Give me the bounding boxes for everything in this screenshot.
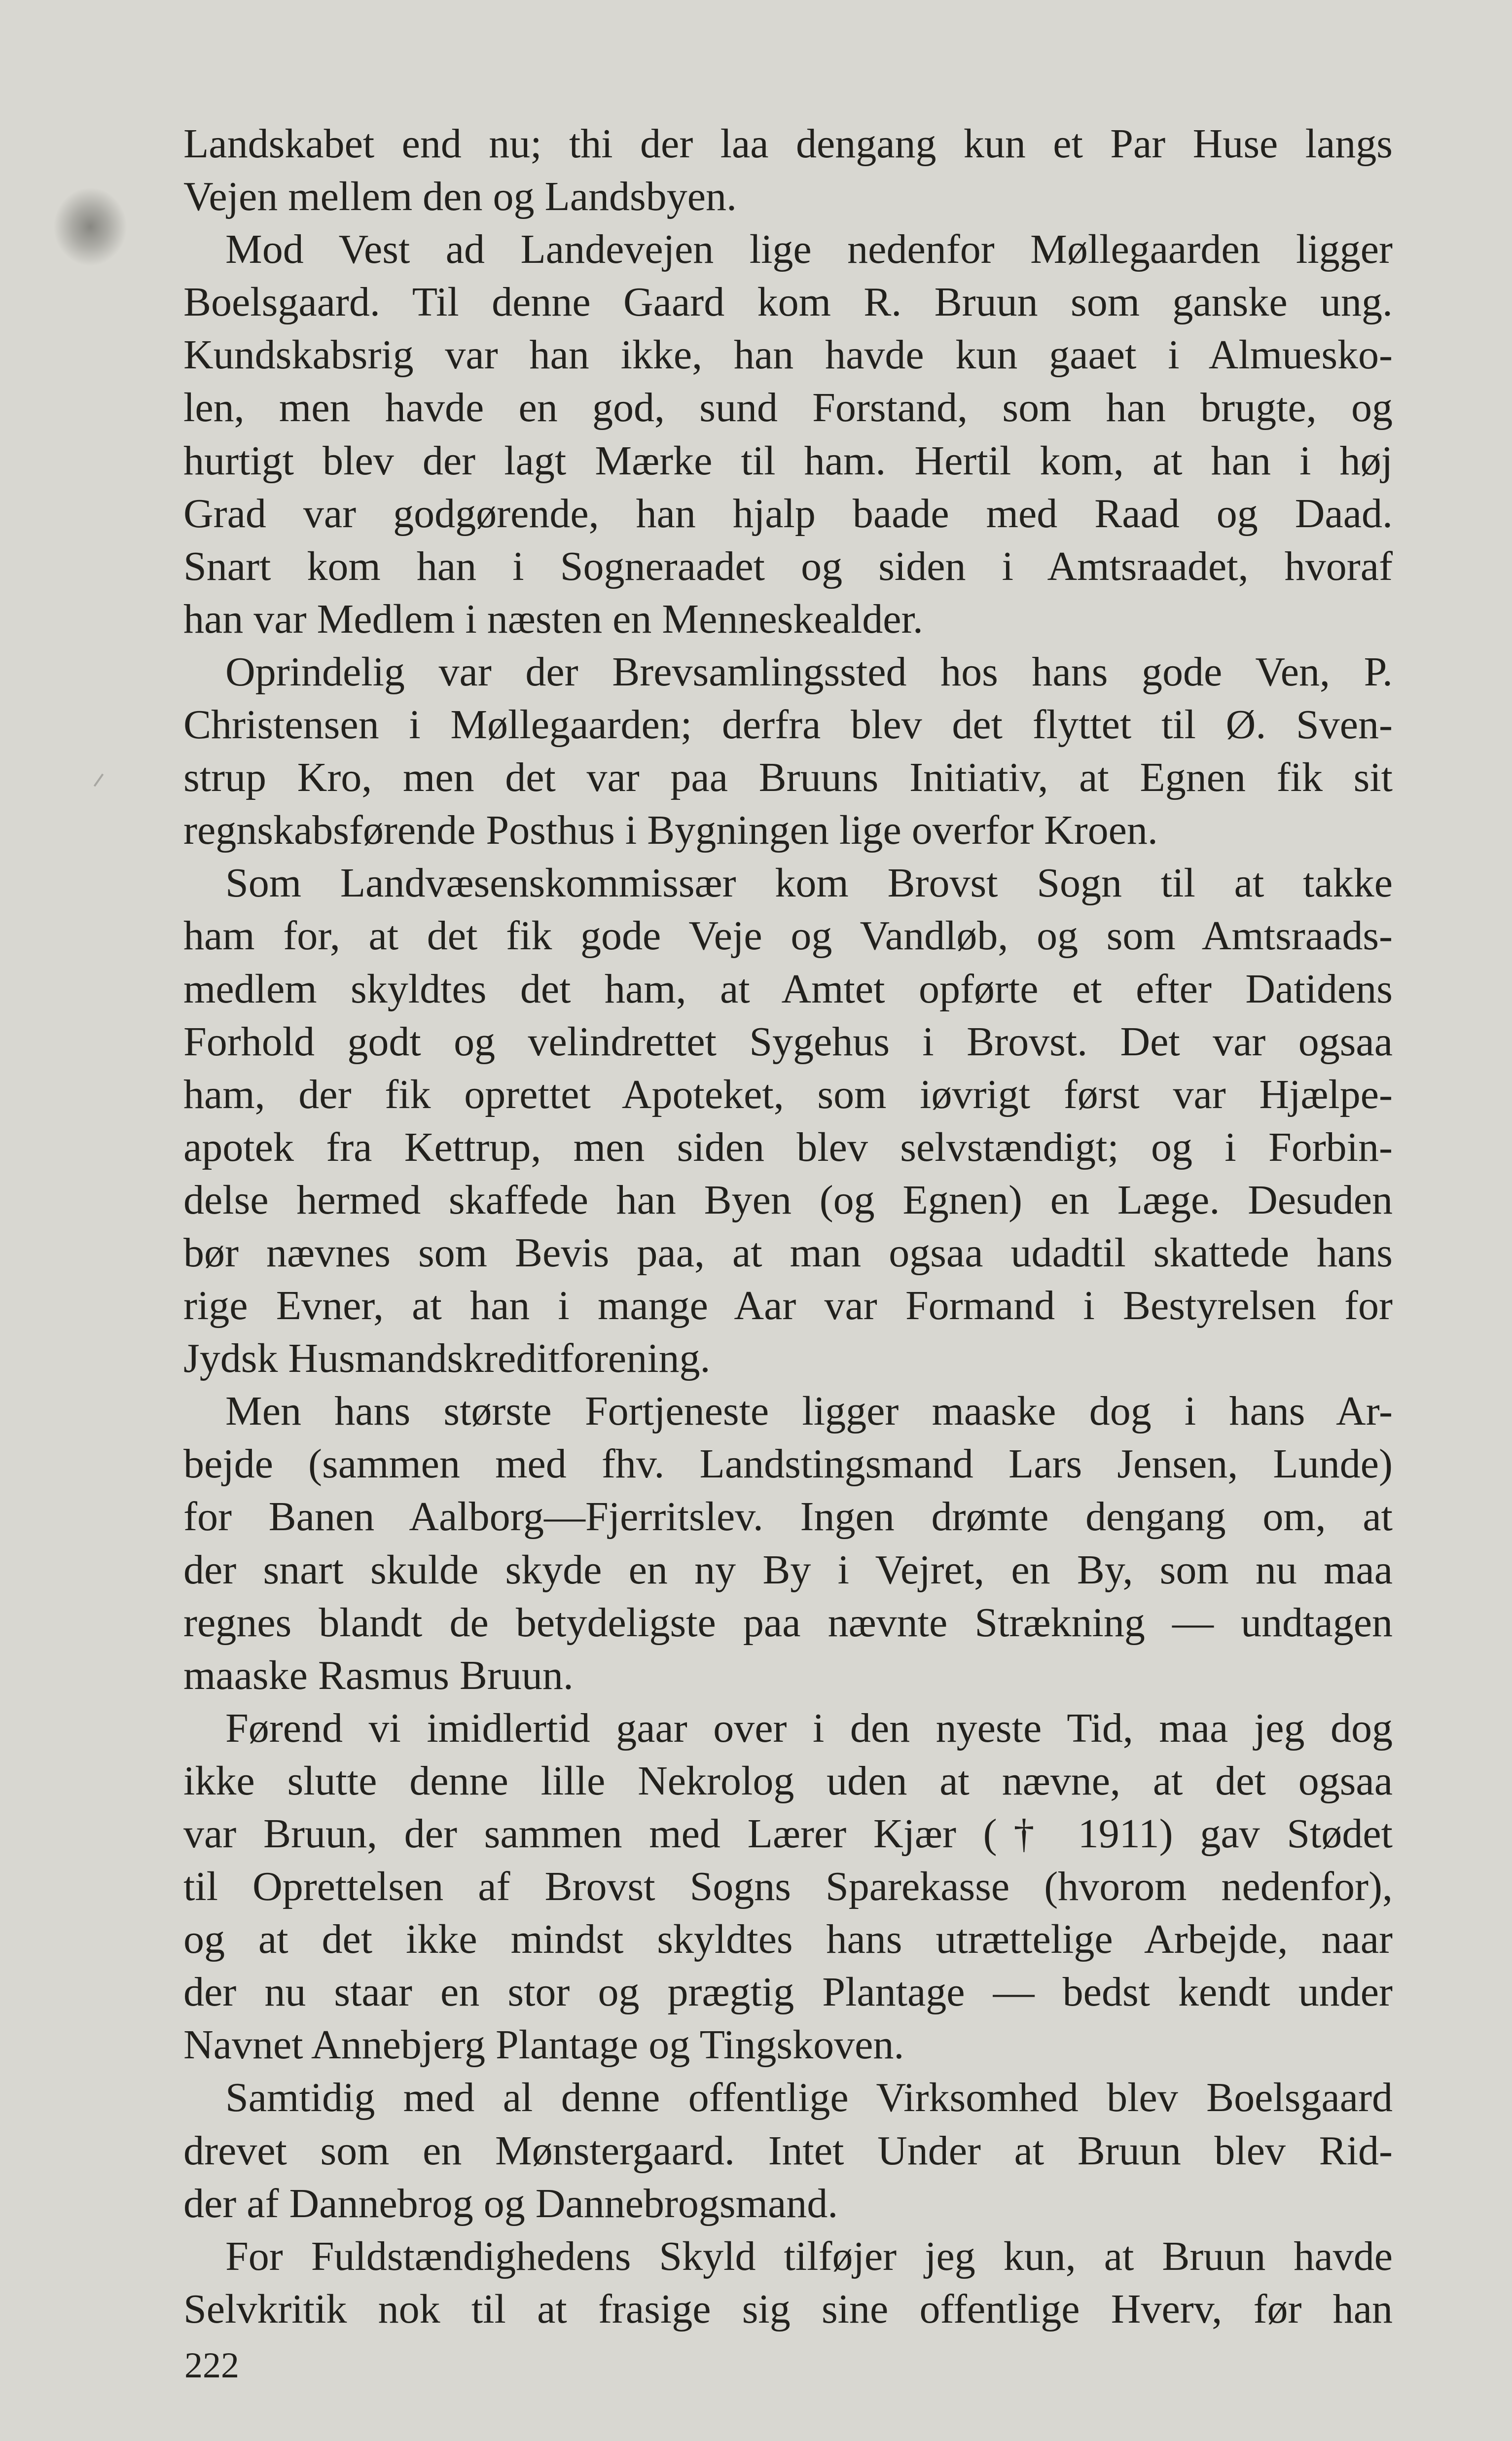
text-line: Vejen mellem den og Landsbyen.	[183, 174, 737, 220]
text-line: Men hans største Fortjeneste ligger maaske dog i hans Ar-	[225, 1388, 1393, 1435]
pencil-mark	[94, 774, 104, 787]
text-line: han var Medlem i næsten en Menneskealder.	[183, 596, 923, 642]
text-line: bejde (sammen med fhv. Landstingsmand Lars Jensen, Lunde)	[183, 1441, 1393, 1487]
text-line: regnskabsførende Posthus i Bygningen lige overfor Kroen.	[183, 807, 1158, 854]
text-line: for Banen Aalborg—Fjerritslev. Ingen drømte dengang om, at	[183, 1494, 1393, 1540]
text-line: rige Evner, at han i mange Aar var Formand i Bestyrelsen for	[183, 1283, 1393, 1329]
text-line: Christensen i Møllegaarden; derfra blev det flyttet til Ø. Sven-	[183, 702, 1393, 748]
page-number: 222	[184, 2345, 239, 2386]
text-line: medlem skyldtes det ham, at Amtet opførte et efter Datidens	[183, 966, 1393, 1012]
text-line: Samtidig med al denne offentlige Virksomhed blev Boelsgaard	[225, 2075, 1393, 2121]
text-line: Grad var godgørende, han hjalp baade med Raad og Daad.	[183, 490, 1393, 537]
text-line: maaske Rasmus Bruun.	[183, 1652, 574, 1698]
text-line: Oprindelig var der Brevsamlingssted hos hans gode Ven, P.	[225, 648, 1393, 695]
text-line: strup Kro, men det var paa Bruuns Initiativ, at Egnen fik sit	[183, 754, 1393, 801]
text-line: ham, der fik oprettet Apoteket, som iøvrigt først var Hjælpe-	[183, 1071, 1393, 1117]
text-line: delse hermed skaffede han Byen (og Egnen) en Læge. Desuden	[183, 1177, 1393, 1223]
text-line: Forhold godt og velindrettet Sygehus i Brovst. Det var ogsaa	[183, 1018, 1393, 1065]
text-line: ikke slutte denne lille Nekrolog uden at nævne, at det ogsaa	[183, 1758, 1393, 1804]
text-line: Førend vi imidlertid gaar over i den nyeste Tid, maa jeg dog	[225, 1705, 1393, 1751]
text-line: Som Landvæsenskommissær kom Brovst Sogn til at takke	[225, 860, 1393, 906]
text-line: drevet som en Mønstergaard. Intet Under at Bruun blev Rid-	[183, 2127, 1393, 2174]
text-line: ham for, at det fik gode Veje og Vandløb, og som Amtsraads-	[183, 913, 1393, 959]
text-line: Snart kom han i Sogneraadet og siden i Amtsraadet, hvoraf	[183, 543, 1393, 589]
text-line: bør nævnes som Bevis paa, at man ogsaa udadtil skattede hans	[183, 1229, 1393, 1276]
text-line: der nu staar en stor og prægtig Plantage — bedst kendt under	[183, 1969, 1393, 2015]
text-line: Jydsk Husmandskreditforening.	[183, 1335, 711, 1382]
text-line: og at det ikke mindst skyldtes hans utrættelige Arbejde, naar	[183, 1916, 1393, 1963]
text-line: Selvkritik nok til at frasige sig sine offentlige Hverv, før han	[183, 2286, 1393, 2332]
text-line: regnes blandt de betydeligste paa nævnte Strækning — undtagen	[183, 1599, 1393, 1646]
text-line: Navnet Annebjerg Plantage og Tingskoven.	[183, 2022, 904, 2068]
text-line: Mod Vest ad Landevejen lige nedenfor Møllegaarden ligger	[225, 226, 1393, 273]
text-line: Landskabet end nu; thi der laa dengang kun et Par Huse langs	[183, 121, 1393, 167]
text-line: var Bruun, der sammen med Lærer Kjær († 1911) gav Stødet	[183, 1811, 1393, 1857]
text-line: Boelsgaard. Til denne Gaard kom R. Bruun som ganske ung.	[183, 279, 1393, 325]
text-line: Kundskabsrig var han ikke, han havde kun gaaet i Almuesko-	[183, 332, 1393, 378]
body-text	[183, 117, 1393, 2335]
text-line: til Oprettelsen af Brovst Sogns Sparekasse (hvorom nedenfor),	[183, 1864, 1393, 1910]
ink-smudge	[53, 187, 127, 266]
text-line: der snart skulde skyde en ny By i Vejret, en By, som nu maa	[183, 1546, 1393, 1593]
text-line: len, men havde en god, sund Forstand, som han brugte, og	[183, 385, 1393, 431]
text-line: der af Dannebrog og Dannebrogsmand.	[183, 2180, 838, 2226]
text-line: hurtigt blev der lagt Mærke til ham. Hertil kom, at han i høj	[183, 437, 1393, 484]
text-line: apotek fra Kettrup, men siden blev selvstændigt; og i Forbin-	[183, 1124, 1393, 1170]
text-line: For Fuldstændighedens Skyld tilføjer jeg kun, at Bruun havde	[225, 2233, 1393, 2279]
